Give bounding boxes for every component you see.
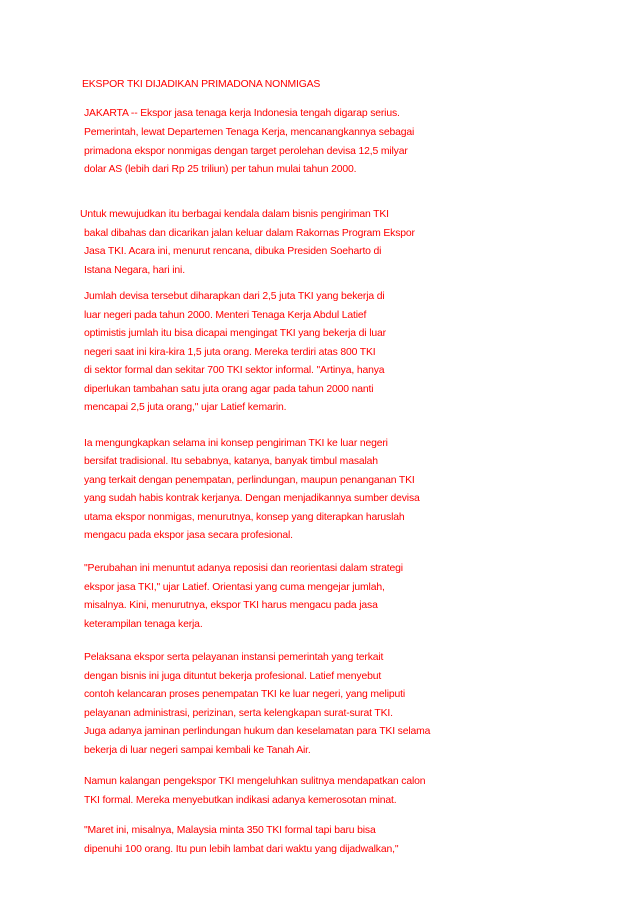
paragraph-line: "Perubahan ini menuntut adanya reposisi dan reorientasi dalam strategi: [84, 563, 403, 574]
paragraph-line: dipenuhi 100 orang. Itu pun lebih lambat dari waktu yang dijadwalkan,": [84, 844, 399, 855]
paragraph-line: Pelaksana ekspor serta pelayanan instansi pemerintah yang terkait: [84, 652, 384, 663]
paragraph-line: "Maret ini, misalnya, Malaysia minta 350 TKI formal tapi baru bisa: [84, 825, 376, 836]
paragraph-line: yang sudah habis kontrak kerjanya. Dengan menjadikannya sumber devisa: [84, 493, 420, 504]
paragraph-line: contoh kelancaran proses penempatan TKI ke luar negeri, yang meliputi: [84, 689, 406, 700]
paragraph-line: utama ekspor nonmigas, menurutnya, konsep yang diterapkan haruslah: [84, 512, 405, 523]
paragraph-line: ekspor jasa TKI," ujar Latief. Orientasi yang cuma mengejar jumlah,: [84, 582, 385, 593]
paragraph-line: luar negeri pada tahun 2000. Menteri Tenaga Kerja Abdul Latief: [84, 310, 367, 321]
paragraph-line: Jasa TKI. Acara ini, menurut rencana, dibuka Presiden Soeharto di: [84, 246, 382, 257]
paragraph-line: Untuk mewujudkan itu berbagai kendala dalam bisnis pengiriman TKI: [80, 209, 389, 220]
document-title: EKSPOR TKI DIJADIKAN PRIMADONA NONMIGAS: [82, 79, 321, 90]
paragraph-line: di sektor formal dan sekitar 700 TKI sektor informal. "Artinya, hanya: [84, 365, 385, 376]
paragraph-line: JAKARTA -- Ekspor jasa tenaga kerja Indonesia tengah digarap serius.: [84, 108, 400, 119]
paragraph-line: mencapai 2,5 juta orang," ujar Latief kemarin.: [84, 402, 287, 413]
paragraph-line: Pemerintah, lewat Departemen Tenaga Kerja, mencanangkannya sebagai: [84, 127, 415, 138]
paragraph-line: misalnya. Kini, menurutnya, ekspor TKI harus mengacu pada jasa: [84, 600, 378, 611]
paragraph-line: Juga adanya jaminan perlindungan hukum dan keselamatan para TKI selama: [84, 726, 431, 737]
paragraph-line: Namun kalangan pengekspor TKI mengeluhkan sulitnya mendapatkan calon: [84, 776, 426, 787]
paragraph-line: mengacu pada ekspor jasa secara profesional.: [84, 530, 293, 541]
paragraph-line: optimistis jumlah itu bisa dicapai mengingat TKI yang bekerja di luar: [84, 328, 386, 339]
paragraph-line: pelayanan administrasi, perizinan, serta kelengkapan surat-surat TKI.: [84, 708, 393, 719]
paragraph-line: primadona ekspor nonmigas dengan target perolehan devisa 12,5 milyar: [84, 146, 408, 157]
paragraph-line: dengan bisnis ini juga dituntut bekerja profesional. Latief menyebut: [84, 671, 382, 682]
paragraph-line: Jumlah devisa tersebut diharapkan dari 2,5 juta TKI yang bekerja di: [84, 291, 385, 302]
paragraph-line: bersifat tradisional. Itu sebabnya, katanya, banyak timbul masalah: [84, 456, 378, 467]
paragraph-line: yang terkait dengan penempatan, perlindungan, maupun penanganan TKI: [84, 475, 415, 486]
paragraph-line: diperlukan tambahan satu juta orang agar pada tahun 2000 nanti: [84, 384, 374, 395]
paragraph-line: Ia mengungkapkan selama ini konsep pengiriman TKI ke luar negeri: [84, 438, 388, 449]
paragraph-line: Istana Negara, hari ini.: [84, 265, 185, 276]
paragraph-line: keterampilan tenaga kerja.: [84, 619, 203, 630]
paragraph-line: dolar AS (lebih dari Rp 25 triliun) per tahun mulai tahun 2000.: [84, 164, 357, 175]
paragraph-line: TKI formal. Mereka menyebutkan indikasi adanya kemerosotan minat.: [84, 795, 397, 806]
paragraph-line: bekerja di luar negeri sampai kembali ke Tanah Air.: [84, 745, 311, 756]
paragraph-line: negeri saat ini kira-kira 1,5 juta orang. Mereka terdiri atas 800 TKI: [84, 347, 376, 358]
paragraph-line: bakal dibahas dan dicarikan jalan keluar dalam Rakornas Program Ekspor: [84, 228, 415, 239]
